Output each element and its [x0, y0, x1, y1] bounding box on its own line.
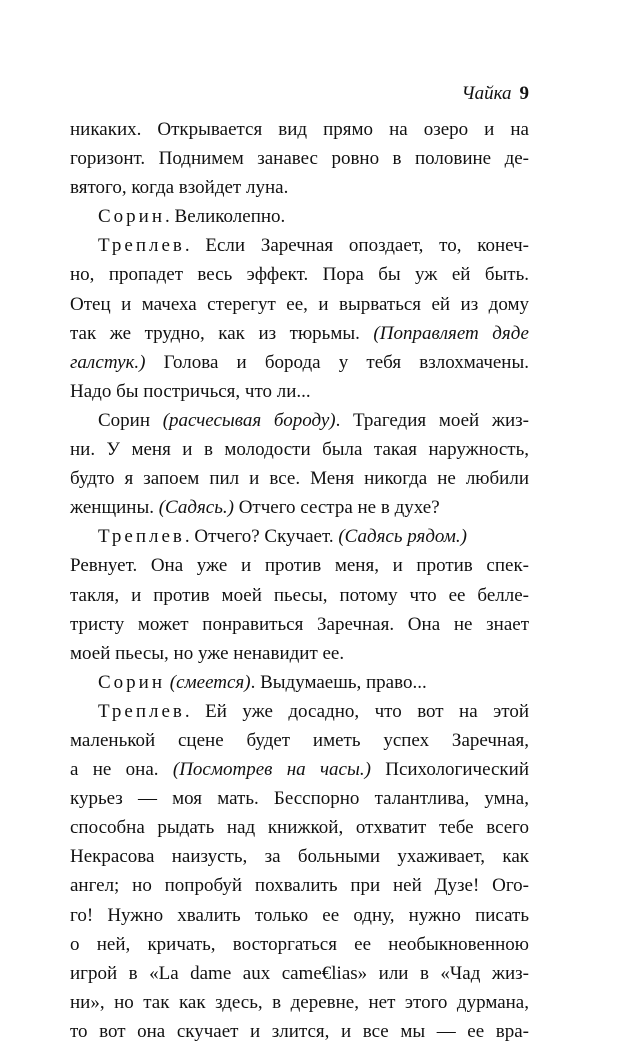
- text-line: [70, 493, 529, 522]
- speaker-name: Сорин: [98, 671, 166, 693]
- stage-direction: (расчесывая бороду): [162, 409, 336, 431]
- text-run: игрой в «La dame aux came€lias» или в «Чад жиз-: [70, 962, 529, 984]
- text-run: ни», но так как здесь, в деревне, нет этого дурмана,: [70, 991, 529, 1013]
- text-run: го! Нужно хвалить только ее одну, нужно писать: [70, 904, 529, 926]
- stage-direction: (Посмотрев на часы.): [172, 759, 371, 781]
- text-run: ангел; но попробуй похвалить при ней Дузе! Ого-: [70, 875, 529, 897]
- speaker-name: Треплев: [98, 235, 185, 257]
- text-run: вятого, когда взойдет луна.: [70, 177, 289, 199]
- text-run: . Трагедия моей жиз-: [335, 409, 529, 431]
- text-line: [70, 319, 529, 348]
- text-run: такля, и против моей пьесы, потому что ее белле-: [70, 584, 529, 606]
- text-run: . Отчего? Скучает.: [184, 526, 339, 548]
- text-run: тристу может понравиться Заречная. Она не знает: [70, 613, 529, 635]
- text-line: [70, 144, 529, 173]
- text-run: Сорин: [98, 409, 163, 431]
- text-run: никаких. Открывается вид прямо на озеро и на: [70, 119, 529, 140]
- text-line: [70, 522, 529, 551]
- text-line: [70, 581, 529, 610]
- text-run: моей пьесы, но уже ненавидит ее.: [70, 642, 345, 664]
- text-line: [70, 348, 529, 377]
- text-line: [70, 202, 529, 231]
- text-run: ни. У меня и в молодости была такая наружность,: [70, 439, 529, 461]
- text-run: женщины.: [70, 497, 159, 519]
- text-line: [70, 435, 529, 464]
- text-run: Отчего сестра не в духе?: [233, 497, 440, 519]
- stage-direction: (Садясь рядом.): [338, 526, 467, 548]
- text-run: . Ей уже досадно, что вот на этой: [184, 700, 529, 722]
- text-line: [70, 173, 529, 202]
- text-line: [70, 290, 529, 319]
- running-title: Чайка: [461, 83, 512, 104]
- text-run: то вот она скучает и злится, и все мы — ее вра-: [70, 1020, 529, 1042]
- text-line: [70, 726, 529, 755]
- page-number: 9: [519, 83, 529, 104]
- running-header: [461, 82, 529, 106]
- text-run: Отец и мачеха стерегут ее, и вырваться ей из дому: [70, 293, 529, 315]
- text-run: способна рыдать над книжкой, отхватит тебе всего: [70, 817, 529, 839]
- speaker-name: Треплев: [98, 700, 185, 722]
- text-line: [70, 930, 529, 959]
- speaker-name: Треплев: [98, 526, 185, 548]
- text-line: [70, 610, 529, 639]
- text-line: [70, 377, 529, 406]
- text-line: [70, 406, 529, 435]
- text-line: [70, 871, 529, 900]
- text-run: Голова и борода у тебя взлохмачены.: [145, 351, 529, 373]
- text-run: курьез — моя мать. Бесспорно талантлива, умна,: [70, 788, 529, 810]
- text-line: [70, 842, 529, 871]
- text-line: [70, 668, 529, 697]
- text-run: будто я запоем пил и все. Меня никогда не любили: [70, 468, 529, 490]
- text-run: Надо бы постричься, что ли...: [70, 380, 311, 402]
- text-line: [70, 115, 529, 144]
- text-line: [70, 959, 529, 988]
- text-run: а не она.: [70, 759, 173, 781]
- stage-direction: (Поправляет дяде: [373, 322, 529, 344]
- text-run: Психологический: [370, 759, 529, 781]
- text-run: . Выдумаешь, право...: [250, 671, 427, 693]
- text-run: о ней, кричать, восторгаться ее необыкновенною: [70, 933, 529, 955]
- text-line: [70, 813, 529, 842]
- text-line: [70, 784, 529, 813]
- text-run: но, пропадет весь эффект. Пора бы уж ей быть.: [70, 264, 529, 286]
- body-text: [70, 115, 529, 1046]
- text-run: . Великолепно.: [165, 206, 286, 228]
- text-line: [70, 639, 529, 668]
- text-line: [70, 697, 529, 726]
- text-line: [70, 988, 529, 1017]
- text-line: [70, 901, 529, 930]
- text-line: [70, 755, 529, 784]
- text-line: [70, 464, 529, 493]
- stage-direction: (Садясь.): [158, 497, 234, 519]
- text-line: [70, 260, 529, 289]
- speaker-name: Сорин: [98, 206, 166, 228]
- stage-direction: (смеется): [169, 671, 251, 693]
- text-line: [70, 551, 529, 580]
- text-run: маленькой сцене будет иметь успех Заречная,: [70, 729, 529, 751]
- stage-direction: галстук.): [70, 351, 146, 373]
- text-run: Ревнует. Она уже и против меня, и против спек-: [70, 555, 529, 577]
- text-run: Некрасова наизусть, за больными ухаживает, как: [70, 846, 529, 868]
- text-line: [70, 231, 529, 260]
- text-run: так же трудно, как из тюрьмы.: [70, 322, 374, 344]
- text-line: [70, 1017, 529, 1046]
- text-run: . Если Заречная опоздает, то, конеч-: [184, 235, 529, 257]
- text-run: горизонт. Поднимем занавес ровно в половине де-: [70, 148, 529, 170]
